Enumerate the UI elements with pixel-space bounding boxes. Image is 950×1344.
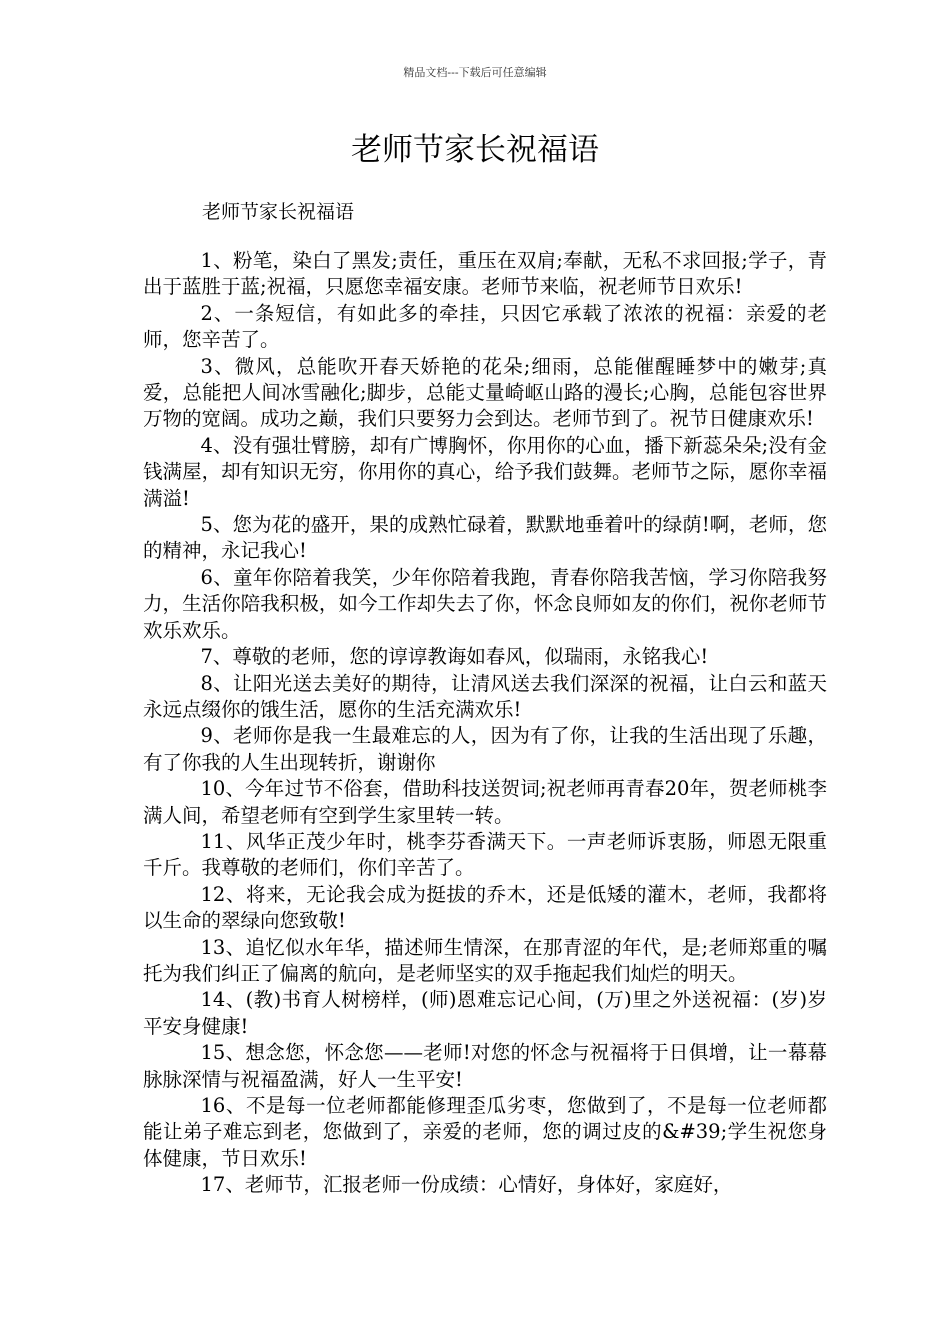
paragraph: 14、(教)书育人树榜样，(师)恩难忘记心间，(万)里之外送祝福：(岁)岁平安身健康! [143,988,827,1038]
paragraph: 12、将来，无论我会成为挺拔的乔木，还是低矮的灌木，老师，我都将以生命的翠绿向您致敬! [143,882,827,933]
paragraph: 5、您为花的盛开，果的成熟忙碌着，默默地垂着叶的绿荫!啊，老师，您的精神，永记我心! [143,513,827,563]
document-title: 老师节家长祝福语 [351,132,599,168]
paragraph: 9、老师你是我一生最难忘的人，因为有了你，让我的生活出现了乐趣，有了你我的人生出现转折，谢谢你 [143,724,827,774]
paragraph: 2、一条短信，有如此多的牵挂，只因它承载了浓浓的祝福：亲爱的老师，您辛苦了。 [143,301,827,352]
paragraph: 11、风华正茂少年时，桃李芬香满天下。一声老师诉衷肠，师恩无限重千斤。我尊敬的老师们，你们辛苦了。 [143,829,827,880]
paragraph: 10、今年过节不俗套，借助科技送贺词;祝老师再青春20年，贺老师桃李满人间，希望老师有空到学生家里转一转。 [143,777,827,827]
paragraph: 6、童年你陪着我笑，少年你陪着我跑，青春你陪我苦恼，学习你陪我努力，生活你陪我积极，如今工作却失去了你，怀念良师如友的你们，祝你老师节欢乐欢乐。 [143,565,827,642]
paragraph: 1、粉笔，染白了黑发;责任，重压在双肩;奉献，无私不求回报;学子，青出于蓝胜于蓝;祝福，只愿您幸福安康。老师节来临，祝老师节日欢乐! [143,249,827,299]
paragraph: 3、微风，总能吹开春天娇艳的花朵;细雨，总能催醒睡梦中的嫩芽;真爱，总能把人间冰雪融化;脚步，总能丈量崎岖山路的漫长;心胸，总能包容世界万物的宽阔。成功之巅，我们只要努力会到达。老师节到了。祝节日健康欢乐! [143,354,827,431]
paragraph: 8、让阳光送去美好的期待，让清风送去我们深深的祝福，让白云和蓝天永远点缀你的饿生活，愿你的生活充满欢乐! [143,671,827,721]
page-header-note: 精品文档---下载后可任意编辑 [403,66,547,79]
paragraph: 15、想念您，怀念您——老师!对您的怀念与祝福将于日俱增，让一幕幕脉脉深情与祝福盈满，好人一生平安! [143,1041,827,1091]
paragraph: 17、老师节，汇报老师一份成绩：心情好，身体好，家庭好， [200,1173,733,1197]
document-body [143,248,827,1199]
document-subtitle: 老师节家长祝福语 [202,201,355,223]
paragraph: 13、追忆似水年华，描述师生情深，在那青涩的年代，是;老师郑重的嘱托为我们纠正了偏离的航向，是老师坚实的双手拖起我们灿烂的明天。 [143,935,827,985]
paragraph: 16、不是每一位老师都能修理歪瓜劣枣，您做到了，不是每一位老师都能让弟子难忘到老，您做到了，亲爱的老师，您的调过皮的&#39;学生祝您身体健康，节日欢乐! [143,1094,827,1170]
paragraph: 4、没有强壮臂膀，却有广博胸怀，你用你的心血，播下新蕊朵朵;没有金钱满屋，却有知识无穷，你用你的真心，给予我们鼓舞。老师节之际，愿你幸福满溢! [143,433,827,510]
paragraph: 7、尊敬的老师，您的谆谆教诲如春风，似瑞雨，永铭我心! [200,645,709,669]
